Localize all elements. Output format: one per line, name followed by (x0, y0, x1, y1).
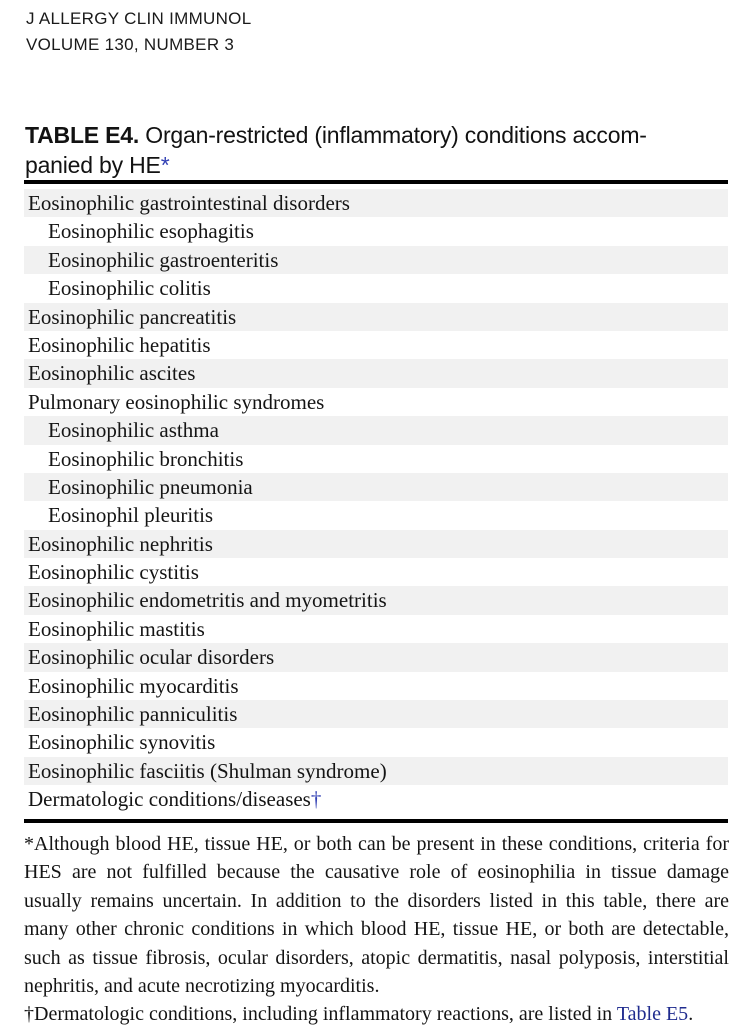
journal-header (26, 6, 251, 58)
table-title (25, 120, 725, 180)
table-e5-link[interactable]: Table E5 (616, 1003, 689, 1026)
footnote-1-line: many other chronic conditions in which blood HE, tissue HE, or both are detectable, (24, 918, 729, 941)
row-label: Eosinophilic myocarditis (28, 673, 239, 698)
table-row (24, 586, 728, 614)
row-label: Eosinophilic pancreatitis (28, 304, 237, 329)
footnotes (24, 830, 729, 1029)
row-label: Eosinophilic gastroenteritis (48, 247, 279, 272)
footnote-2 (24, 1000, 729, 1028)
table-row (24, 217, 728, 245)
row-label: Eosinophil pleuritis (48, 503, 214, 528)
table-title-line2 (25, 150, 725, 180)
journal-volume: VOLUME 130, NUMBER 3 (26, 35, 235, 54)
table-row (24, 246, 728, 274)
footnote-asterisk-link[interactable]: * (160, 152, 170, 178)
table-row (24, 615, 728, 643)
footnote-2-text: †Dermatologic conditions, including inflammatory reactions, are listed in (24, 1003, 617, 1026)
table-number: TABLE E4. (25, 122, 140, 148)
row-label: Eosinophilic cystitis (28, 560, 199, 585)
row-label: Eosinophilic bronchitis (48, 446, 244, 471)
table-row (24, 530, 728, 558)
row-label: Eosinophilic nephritis (28, 531, 213, 556)
row-label: Eosinophilic panniculitis (28, 702, 238, 727)
table-row (24, 672, 728, 700)
table-row (24, 785, 728, 813)
row-label: Eosinophilic mastitis (28, 616, 205, 641)
footnote-1 (24, 830, 729, 1000)
row-label: Eosinophilic pneumonia (48, 474, 253, 499)
table-row (24, 416, 728, 444)
table-row (24, 558, 728, 586)
table-row (24, 473, 728, 501)
row-label: Eosinophilic ocular disorders (28, 645, 275, 670)
table-row (24, 331, 728, 359)
table-title-text: Organ-restricted (inflammatory) conditions accom- (139, 122, 647, 148)
table-row (24, 303, 728, 331)
row-label: Eosinophilic ascites (28, 361, 196, 386)
conditions-table (24, 180, 728, 823)
footnote-dagger-link[interactable]: † (310, 787, 322, 812)
table-row (24, 757, 728, 785)
table-row (24, 189, 728, 217)
row-label: Eosinophilic hepatitis (28, 332, 211, 357)
footnote-2-period: . (688, 1003, 694, 1026)
row-label: Dermatologic conditions/diseases (28, 787, 311, 812)
row-label: Pulmonary eosinophilic syndromes (28, 389, 325, 414)
row-label: Eosinophilic endometritis and myometritis (28, 588, 387, 613)
row-label: Eosinophilic asthma (48, 418, 219, 443)
journal-name: J ALLERGY CLIN IMMUNOL (26, 9, 252, 28)
table-row (24, 643, 728, 671)
table-row (24, 700, 728, 728)
footnote-1-line: *Although blood HE, tissue HE, or both can be present in these conditions, criteria for (24, 833, 729, 855)
footnote-1-line: nephritis, and acute necrotizing myocarditis. (24, 975, 380, 998)
footnote-1-line: HES are not fulfilled because the causative role of eosinophilia in tissue damage (24, 861, 729, 884)
row-label: Eosinophilic fasciitis (Shulman syndrome) (28, 758, 387, 783)
table-row (24, 728, 728, 756)
table-title-text2: panied by HE (25, 152, 161, 178)
table-rows (24, 189, 728, 814)
row-label: Eosinophilic gastrointestinal disorders (28, 191, 350, 215)
row-label: Eosinophilic synovitis (28, 730, 216, 755)
row-label: Eosinophilic colitis (48, 276, 211, 301)
table-title-line1 (25, 120, 725, 150)
table-row (24, 388, 728, 416)
table-row (24, 274, 728, 302)
footnote-1-line: usually remains uncertain. In addition to the disorders listed in this table, there are (24, 889, 729, 912)
table-row (24, 359, 728, 387)
table-row (24, 445, 728, 473)
table-row (24, 501, 728, 529)
row-label: Eosinophilic esophagitis (48, 219, 254, 244)
footnote-1-line: such as tissue fibrosis, ocular disorders, atopic dermatitis, nasal polyposis, interstitial (24, 946, 729, 969)
